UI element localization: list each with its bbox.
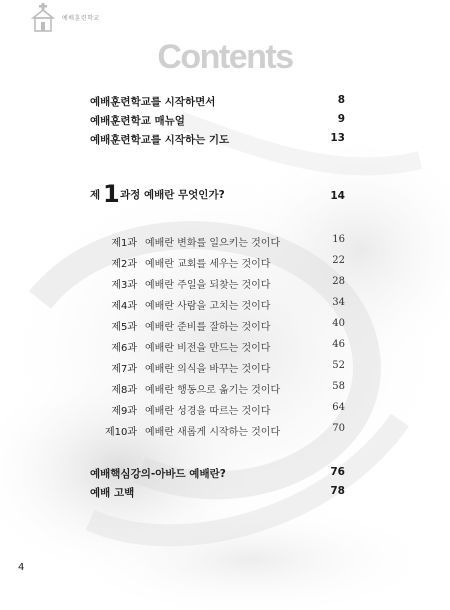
lesson-page: 46 [332,339,345,350]
toc-entry-label: 예배훈련학교 매뉴얼 [90,115,185,127]
toc-entry-page: 76 [330,466,345,478]
chapter-number: 1 [103,180,120,208]
lesson-title: 예배란 주일을 되찾는 것이다 [145,280,271,291]
lesson-entry[interactable] [100,255,345,271]
lesson-title: 예배란 의식을 바꾸는 것이다 [145,364,271,375]
toc-entry-page: 13 [330,132,345,144]
lesson-title: 예배란 성경을 따르는 것이다 [145,406,271,417]
lesson-number: 제2과 [111,259,137,270]
toc-entry-page: 8 [337,94,345,106]
chapter-page: 14 [330,190,345,202]
lesson-entry[interactable] [100,402,345,418]
lesson-number: 제4과 [111,301,137,312]
toc-entry-label: 예배훈련학교를 시작하면서 [90,96,216,108]
toc-entry-label: 예배훈련학교를 시작하는 기도 [90,134,230,146]
toc-entry[interactable] [90,466,345,482]
toc-entry-label: 예배 고백 [90,487,135,499]
lesson-title: 예배란 비전을 만드는 것이다 [145,343,271,354]
toc-entry-page: 78 [330,485,345,497]
page-title: Contents [157,38,293,76]
toc-entry-page: 9 [337,113,345,125]
lesson-entry[interactable] [100,234,345,250]
page-number: 4 [18,562,25,573]
lesson-number: 제6과 [111,343,137,354]
lesson-page: 64 [332,402,345,413]
lesson-number: 제7과 [111,364,137,375]
lesson-entry[interactable] [100,297,345,313]
lesson-entry[interactable] [100,339,345,355]
church-icon [30,2,56,32]
toc-entry[interactable] [90,485,345,501]
lesson-page: 16 [332,234,345,245]
running-header: 예배훈련학교 [62,15,100,22]
lesson-page: 40 [332,318,345,329]
toc-entry[interactable] [90,132,345,148]
toc-entry-label: 예배핵심강의-아바드 예배란? [90,468,226,480]
lesson-number: 제5과 [111,322,137,333]
lesson-page: 28 [332,276,345,287]
lesson-page: 70 [332,423,345,434]
lesson-entry[interactable] [100,423,345,439]
toc-entry[interactable] [90,113,345,129]
chapter-heading[interactable] [90,181,345,207]
lesson-number: 제9과 [111,406,137,417]
chapter-prefix: 제 [90,189,101,201]
lesson-title: 예배란 준비를 잘하는 것이다 [145,322,271,333]
lesson-page: 22 [332,255,345,266]
lesson-entry[interactable] [100,318,345,334]
lesson-title: 예배란 교회를 세우는 것이다 [145,259,271,270]
lesson-page: 34 [332,297,345,308]
lesson-number: 제3과 [111,280,137,291]
lesson-entry[interactable] [100,360,345,376]
lesson-number: 제1과 [111,238,137,249]
lesson-number: 제10과 [104,427,137,438]
lesson-title: 예배란 새롭게 시작하는 것이다 [145,427,281,438]
lesson-title: 예배란 사람을 고치는 것이다 [145,301,271,312]
chapter-label: 과정 예배란 무엇인가? [120,189,225,201]
toc-entry[interactable] [90,94,345,110]
lesson-page: 58 [332,381,345,392]
lesson-title: 예배란 행동으로 옮기는 것이다 [145,385,281,396]
lesson-entry[interactable] [100,381,345,397]
lesson-number: 제8과 [111,385,137,396]
lesson-title: 예배란 변화를 일으키는 것이다 [145,238,281,249]
lesson-page: 52 [332,360,345,371]
lesson-entry[interactable] [100,276,345,292]
